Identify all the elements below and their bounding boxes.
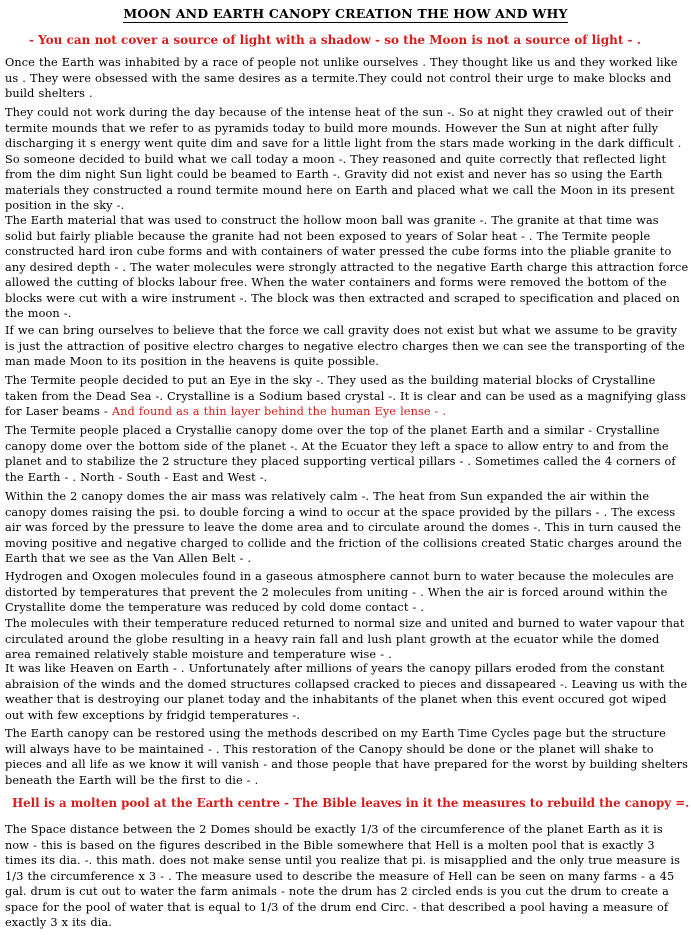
subtitle: - You can not cover a source of light with a shadow - so the Moon is not a source of light - . [29,33,641,47]
paragraph-3: The Earth material that was used to construct the hollow moon ball was granite -. The granite at that time was solid but fairly pliable because the granite had not been exposed to years of Solar heat - . The Termite people constructed hard iron cube forms and with containers of water pressed the cube forms into the pliable granite to any desired depth - . The water molecules were strongly attracted to the negative Earth charge this attraction force allowed the cutting of blocks labour free. When the water containers and forms were removed the bottom of the blocks were cut with a wire instrument -. The block was then extracted and scraped to specification and placed on the moon -. [5,214,689,320]
paragraph-7: Within the 2 canopy domes the air mass was relatively calm -. The heat from Sun expanded the air within the canopy domes raising the psi. to double forcing a wind to occur at the space provided by the pillars - . The excess air was forced by the pressure to leave the dome area and to circulate around the domes -. This in turn caused the moving positive and negative charged to collide and the friction of the collisions created Static charges around the Earth that we see as the Van Allen Belt - . [5,490,682,565]
paragraph-4: If we can bring ourselves to believe that the force we call gravity does not exist but what we assume to be gravity is just the attraction of positive electro charges to negative electro charges then we can see the transporting of the man made Moon to its position in the heavens is quite possible. [5,324,685,368]
page-title [0,6,691,21]
paragraph-5 [5,373,689,420]
paragraph-11: The Earth canopy can be restored using the methods described on my Earth Time Cycles page but the structure will always have to be maintained - . This restoration of the Canopy should be done or the planet will shake to pieces and all life as we know it will vanish - and those people that have prepared for the worst by building shelters beneath the Earth will be the first to die - . [5,727,689,787]
paragraph-2: They could not work during the day because of the intense heat of the sun -. So at night they crawled out of their termite mounds that we refer to as pyramids today to build more mounds. However the Sun at night after fully discharging it s energy went quite dim and save for a little light from the stars made working in the dark difficult . So someone decided to build what we call today a moon -. They reasoned and quite correctly that reflected light from the dim night Sun light could be beamed to Earth -. Gravity did not exist and never has so using the Earth materials they constructed a round termite mound here on Earth and placed what we call the Moon in its present position in the sky -. [5,106,682,212]
page-title-text: MOON AND EARTH CANOPY CREATION THE HOW AND WHY [123,6,568,21]
hell-heading: Hell is a molten pool at the Earth centre - The Bible leaves in it the measures to rebuild the canopy =. [12,796,690,810]
paragraph-9: The molecules with their temperature reduced returned to normal size and united and burned to water vapour that circulated around the globe resulting in a heavy rain fall and lush plant growth at the ecuator while the domed area remained relatively stable moisture and temperature wise - . [5,617,685,661]
eye-note: And found as a thin layer behind the human Eye lense - . [111,405,447,418]
paragraph-5-text: The Termite people decided to put an Eye in the sky -. They used as the building material blocks of Crystalline taken from the Dead Sea -. Crystalline is a Sodium based crystal -. It is clear and can be used as a magnifying glass for Laser beams - [5,374,687,418]
paragraph-10: It was like Heaven on Earth - . Unfortunately after millions of years the canopy pillars eroded from the constant abraision of the winds and the domed structures collapsed cracked to pieces and dissapeared -. Leaving us with the weather that is destroying our planet today and the inhabitants of the planet when this event occured got wiped out with few exceptions by fridgid temperatures -. [5,662,688,722]
paragraph-1: Once the Earth was inhabited by a race of people not unlike ourselves . They thought like us and they worked like us . They were obsessed with the same desires as a termite.They could not control their urge to make blocks and build shelters . [5,56,678,100]
paragraph-12: The Space distance between the 2 Domes should be exactly 1/3 of the circumference of the planet Earth as it is now - this is based on the figures described in the Bible somewhere that Hell is a molten pool that is exactly 3 times its dia. -. this math. does not make sense until you realize that pi. is misapplied and the only true measure is 1/3 the circumference x 3 - . The measure used to describe the measure of Hell can be seen on many farms - a 45 gal. drum is cut out to water the farm animals - note the drum has 2 circled ends is you cut the drum to create a space for the pool of water that is equal to 1/3 of the drum end Circ. - that described a pool having a measure of exactly 3 x its dia. [5,823,680,929]
paragraph-8: Hydrogen and Oxogen molecules found in a gaseous atmosphere cannot burn to water because the molecules are distorted by temperatures that prevent the 2 molecules from uniting - . When the air is forced around within the Crystallite dome the temperature was reduced by cold dome contact - . [5,570,674,614]
paragraph-6: The Termite people placed a Crystallie canopy dome over the top of the planet Earth and a similar - Crystalline canopy dome over the bottom side of the planet -. At the Ecuator they left a space to allow entry to and from the planet and to stabilize the 2 structure they placed supporting vertical pillars - . Sometimes called the 4 corners of the Earth - . North - South - East and West -. [5,424,676,484]
